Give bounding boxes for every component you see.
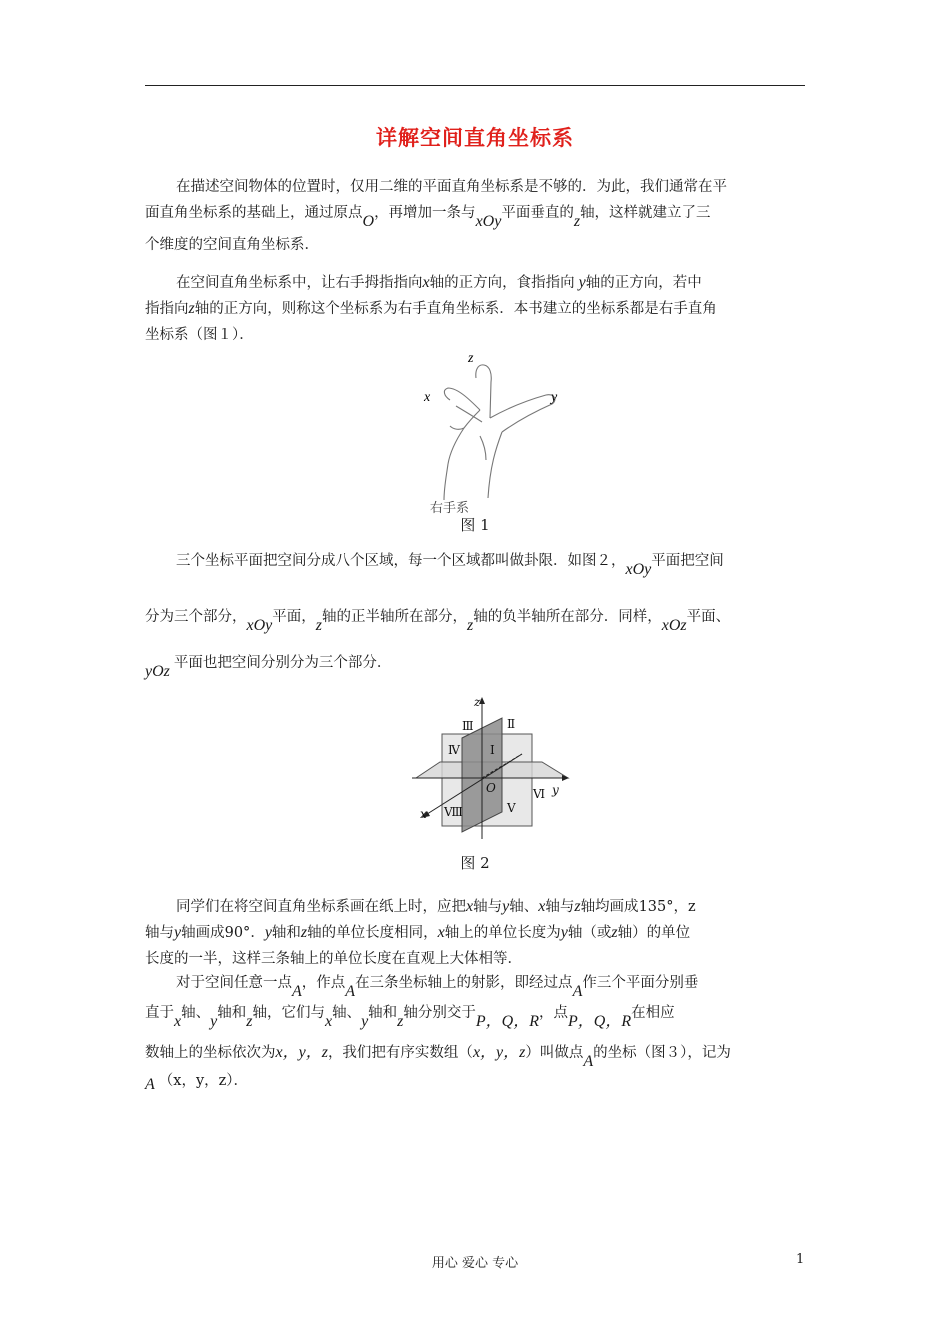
text-line	[145, 296, 807, 322]
text-line: 坐标系（图１）．	[145, 327, 254, 343]
text-span: 轴与	[473, 899, 503, 915]
page-number: 1	[796, 1252, 805, 1267]
octant-8: Ⅷ	[444, 805, 463, 819]
math-axis: y	[210, 1013, 218, 1030]
fig2-label-origin: O	[486, 781, 496, 795]
paragraph-4	[145, 894, 807, 972]
text-span: 在空间直角坐标系中，让右手拇指指向	[176, 275, 423, 291]
text-span: 三个坐标平面把空间分成八个区域，每一个区域都叫做卦限．如图２，	[176, 553, 626, 569]
math-axis: z	[397, 1013, 404, 1030]
text-span: 轴的正方向，食指指向	[429, 275, 575, 291]
text-line	[145, 1040, 807, 1070]
text-span: 轴的正半轴所在部分，	[322, 609, 467, 625]
text-span: 轴画成	[181, 925, 225, 941]
math-plane: xOy	[625, 561, 652, 578]
math-plane: yOz	[145, 663, 170, 680]
text-line	[145, 970, 807, 1000]
math-origin: O	[362, 213, 375, 230]
text-span: 轴和	[368, 1005, 398, 1021]
text-span: 轴，它们与	[252, 1005, 325, 1021]
text-line	[145, 1000, 807, 1030]
paragraph-1	[145, 174, 807, 258]
fig1-label-x: x	[424, 390, 431, 405]
text-line	[145, 200, 807, 230]
text-span: 轴和	[271, 925, 301, 941]
text-span: 轴的负半轴所在部分．同样，	[473, 609, 662, 625]
math-points: P，Q，R	[568, 1013, 632, 1030]
text-span: 轴，这样就建立了三	[580, 205, 711, 221]
text-span: 轴的正方向，若中	[585, 275, 702, 291]
text-line: 长度的一半，这样三条轴上的单位长度在直观上大体相等．	[145, 951, 522, 967]
text-span: 轴分别交于	[403, 1005, 476, 1021]
math-plane: xOy	[475, 213, 502, 230]
math-axis: y	[560, 924, 568, 941]
math-point: A	[583, 1053, 594, 1070]
text-span: 的坐标（图３），记为	[593, 1045, 731, 1061]
text-span: 轴、	[181, 1005, 211, 1021]
math-axis: z	[574, 898, 581, 915]
math-axis: x	[422, 274, 430, 291]
fig2-label-x: x	[420, 807, 427, 821]
text-span: 面直角坐标系的基础上，通过原点	[145, 205, 363, 221]
fig1-label-z: z	[468, 351, 474, 366]
page-footer: 用心 爱心 专心	[431, 1256, 519, 1271]
math-point: A	[145, 1076, 155, 1093]
text-line	[145, 894, 807, 920]
text-span: 轴和	[217, 1005, 247, 1021]
octant-2: Ⅱ	[507, 717, 516, 731]
math-point: A	[292, 983, 302, 1000]
text-span: ，我们把有序实数组（	[327, 1045, 473, 1061]
text-span: 平面把空间	[651, 553, 724, 569]
octant-6: Ⅵ	[533, 787, 546, 801]
text-line	[145, 650, 807, 680]
text-span: 同学们在将空间直角坐标系画在纸上时，应把	[176, 899, 466, 915]
text-span: ，z	[673, 899, 696, 915]
octant-1: Ⅰ	[490, 743, 495, 757]
text-span: 轴）的单位	[617, 925, 691, 941]
math-points: P，Q，R	[475, 1013, 540, 1030]
math-axis: y	[502, 898, 510, 915]
math-point: A	[345, 983, 356, 1000]
text-span: 作三个平面分别垂	[582, 975, 699, 991]
math-coords: x，y，z	[275, 1044, 328, 1061]
page-title: 详解空间直角坐标系	[376, 125, 574, 150]
text-span: 直于	[145, 1005, 174, 1021]
octant-4: Ⅳ	[448, 743, 460, 757]
text-span: 轴、	[332, 1005, 362, 1021]
text-span: 在三条坐标轴上的射影，即经过点	[355, 975, 573, 991]
text-span: 轴均画成	[580, 899, 639, 915]
fig2-label-z: z	[474, 695, 481, 709]
header-rule	[145, 85, 805, 86]
figure-2-caption: 图 2	[460, 854, 490, 872]
text-span: 轴的单位长度相同，	[307, 925, 438, 941]
text-line	[145, 920, 807, 946]
math-axis: y	[264, 924, 272, 941]
text-span: 平面垂直的	[501, 205, 574, 221]
math-plane: xOy	[246, 617, 273, 634]
math-axis: y	[361, 1013, 369, 1030]
math-coords: x，y，z	[472, 1044, 526, 1061]
math-axis: x	[174, 1013, 182, 1030]
text-span: ，再增加一条与	[374, 205, 476, 221]
fig1-label-y: y	[551, 390, 558, 405]
text-span: 轴（或	[567, 925, 612, 941]
figure-2-octants	[412, 694, 572, 839]
text-span: 指指向	[145, 301, 189, 317]
text-span: ，点	[539, 1005, 569, 1021]
angle-90: 90°	[224, 925, 251, 941]
text-span: ）叫做点	[525, 1045, 584, 1061]
text-span: 对于空间任意一点	[176, 975, 292, 991]
math-point: A	[572, 983, 583, 1000]
math-axis: x	[437, 924, 445, 941]
text-line	[145, 548, 807, 578]
text-span: ．	[250, 925, 265, 941]
figure-1-right-hand	[420, 348, 570, 518]
math-axis: z	[315, 617, 322, 634]
text-line: 在描述空间物体的位置时，仅用二维的平面直角坐标系是不够的．为此，我们通常在平	[176, 179, 727, 195]
text-span: 数轴上的坐标依次为	[145, 1045, 276, 1061]
math-axis: x	[538, 898, 546, 915]
text-span: 分为三个部分，	[145, 609, 247, 625]
math-axis: z	[188, 300, 195, 317]
fig2-label-y: y	[552, 783, 559, 797]
text-span: 轴与	[145, 925, 174, 941]
math-axis: y	[174, 924, 182, 941]
octant-3: Ⅲ	[462, 719, 474, 733]
math-axis: x	[324, 1013, 333, 1030]
paragraph-3	[145, 548, 807, 680]
text-span: 轴上的单位长度为	[444, 925, 561, 941]
math-axis: x	[466, 898, 474, 915]
fig1-sublabel: 右手系	[430, 501, 470, 516]
text-line: 个维度的空间直角坐标系．	[145, 237, 319, 253]
math-axis: z	[611, 924, 618, 941]
math-axis: y	[578, 274, 586, 291]
figure-1-caption: 图 1	[460, 516, 490, 534]
text-span: （x，y，z）．	[158, 1073, 249, 1089]
text-line	[145, 604, 807, 634]
text-span: ，作点	[301, 975, 346, 991]
math-axis: z	[246, 1013, 253, 1030]
text-span: 平面，	[272, 609, 316, 625]
octant-5: Ⅴ	[507, 801, 516, 815]
text-span: 轴的正方向，则称这个坐标系为右手直角坐标系．本书建立的坐标系都是右手直角	[194, 301, 717, 317]
text-span: 平面、	[686, 609, 731, 625]
text-span: 平面也把空间分别分为三个部分．	[173, 655, 392, 671]
math-plane: xOz	[661, 617, 687, 634]
angle-135: 135°	[638, 899, 674, 915]
text-line	[145, 270, 807, 296]
paragraph-2	[145, 270, 807, 348]
text-span: 轴与	[545, 899, 575, 915]
text-span: 在相应	[631, 1005, 675, 1021]
paragraph-5	[145, 970, 807, 1094]
math-axis: z	[300, 924, 308, 941]
math-axis: z	[467, 617, 474, 634]
text-line	[145, 1068, 807, 1094]
text-span: 轴、	[509, 899, 539, 915]
hand-drawing	[444, 365, 555, 500]
math-axis: z	[573, 213, 581, 230]
